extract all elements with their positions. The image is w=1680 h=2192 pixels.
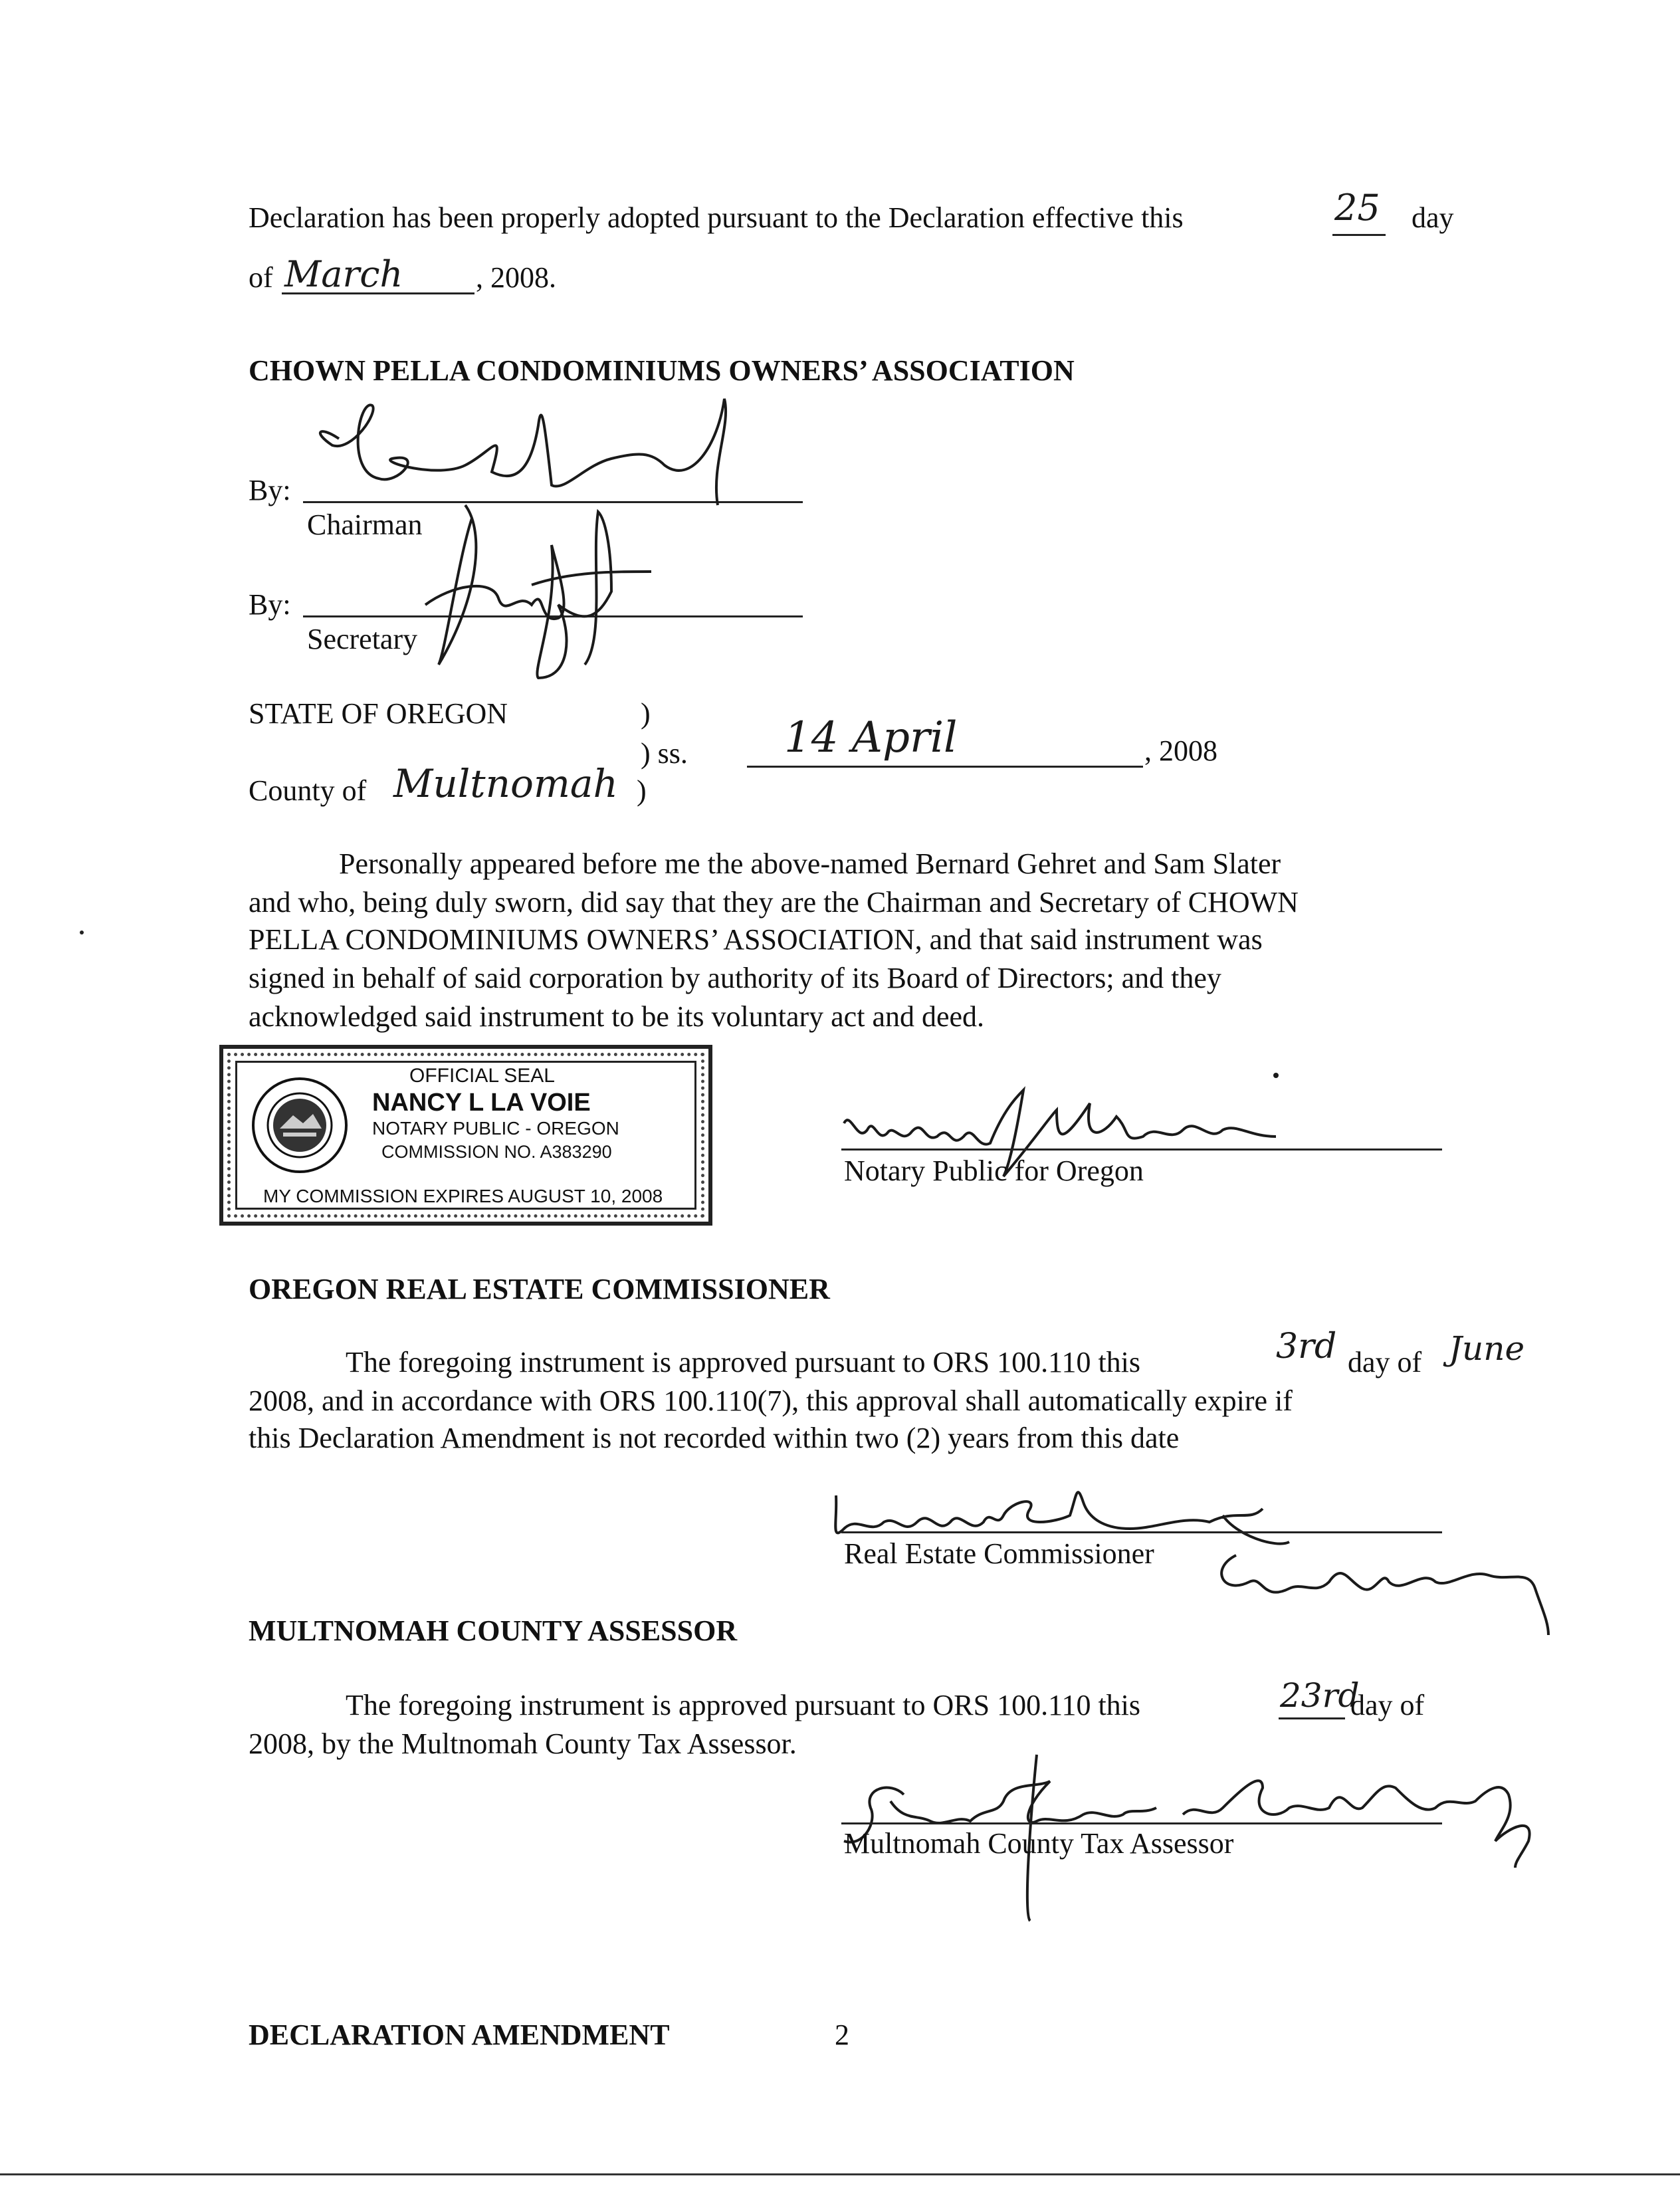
venue-date-underline	[747, 766, 1143, 768]
association-heading: CHOWN PELLA CONDOMINIUMS OWNERS’ ASSOCIATION	[249, 354, 1075, 387]
assessor-day-of: day of	[1350, 1689, 1425, 1721]
assessor-heading: MULTNOMAH COUNTY ASSESSOR	[249, 1614, 738, 1647]
seal-line-commission: COMMISSION NO. A383290	[381, 1142, 612, 1162]
intro-of-word: of	[249, 261, 273, 294]
commissioner-signature-line	[841, 1531, 1442, 1533]
effective-month-handwriting: March	[284, 253, 403, 295]
footer-page-number: 2	[835, 2019, 849, 2051]
commissioner-line-2: 2008, and in accordance with ORS 100.110(7), this approval shall automatically expire if	[249, 1384, 1293, 1417]
secretary-signature	[399, 465, 678, 691]
official-seal-stamp	[219, 1045, 712, 1226]
by-label-chairman: By:	[249, 474, 291, 506]
venue-year: , 2008	[1144, 734, 1217, 767]
venue-county-handwriting: Multnomah	[393, 761, 618, 806]
assessor-title: Multnomah County Tax Assessor	[844, 1827, 1234, 1860]
seal-line-expires: MY COMMISSION EXPIRES AUGUST 10, 2008	[263, 1186, 663, 1206]
acknowledgment-line-4: signed in behalf of said corporation by authority of its Board of Directors; and they	[249, 962, 1221, 994]
intro-day-word: day	[1412, 201, 1454, 234]
state-seal-emblem	[250, 1075, 350, 1175]
commissioner-title: Real Estate Commissioner	[844, 1537, 1154, 1570]
commissioner-day-of: day of	[1348, 1346, 1422, 1378]
venue-paren-ss: ) ss.	[641, 737, 688, 770]
scan-speck	[80, 931, 84, 934]
effective-day-underline	[1332, 234, 1386, 236]
notary-signature-line	[841, 1149, 1442, 1151]
commissioner-month-handwriting: June	[1449, 1329, 1525, 1368]
commissioner-line-1: The foregoing instrument is approved pursuant to ORS 100.110 this	[346, 1346, 1141, 1378]
commissioner-line-3: this Declaration Amendment is not recorded within two (2) years from this date	[249, 1422, 1180, 1454]
venue-state: STATE OF OREGON	[249, 697, 508, 730]
chairman-title: Chairman	[307, 508, 423, 541]
venue-paren-3: )	[637, 774, 647, 807]
footer-document-title: DECLARATION AMENDMENT	[249, 2019, 670, 2051]
commissioner-day-handwriting: 3rd	[1276, 1327, 1337, 1367]
by-label-secretary: By:	[249, 588, 291, 621]
commissioner-heading: OREGON REAL ESTATE COMMISSIONER	[249, 1273, 830, 1305]
seal-line-name: NANCY L LA VOIE	[372, 1089, 591, 1117]
acknowledgment-line-5: acknowledged said instrument to be its voluntary act and deed.	[249, 1000, 985, 1033]
effective-month-underline	[282, 292, 474, 294]
assessor-day-underline	[1279, 1717, 1345, 1719]
scan-bottom-edge	[0, 2173, 1680, 2175]
assessor-signature-line	[841, 1822, 1442, 1824]
effective-day-handwriting: 25	[1334, 187, 1380, 229]
secretary-title: Secretary	[307, 623, 418, 655]
assessor-line-2: 2008, by the Multnomah County Tax Assessor.	[249, 1727, 797, 1760]
assessor-day-handwriting: 23rd	[1280, 1676, 1360, 1715]
assessor-line-1: The foregoing instrument is approved pursuant to ORS 100.110 this	[346, 1689, 1141, 1721]
venue-paren-1: )	[641, 697, 651, 730]
intro-year-text: , 2008.	[476, 261, 556, 294]
acknowledgment-line-2: and who, being duly sworn, did say that they are the Chairman and Secretary of CHOWN	[249, 886, 1299, 919]
venue-county-prefix: County of	[249, 774, 367, 807]
seal-line-notary: NOTARY PUBLIC - OREGON	[372, 1118, 619, 1139]
notary-title: Notary Public for Oregon	[844, 1154, 1144, 1187]
acknowledgment-line-1: Personally appeared before me the above-named Bernard Gehret and Sam Slater	[339, 847, 1281, 880]
venue-date-handwriting: 14 April	[784, 713, 958, 762]
intro-line-1-text: Declaration has been properly adopted pursuant to the Declaration effective this	[249, 201, 1184, 234]
acknowledgment-line-3: PELLA CONDOMINIUMS OWNERS’ ASSOCIATION, and that said instrument was	[249, 923, 1263, 956]
seal-line-official: OFFICIAL SEAL	[409, 1065, 555, 1087]
